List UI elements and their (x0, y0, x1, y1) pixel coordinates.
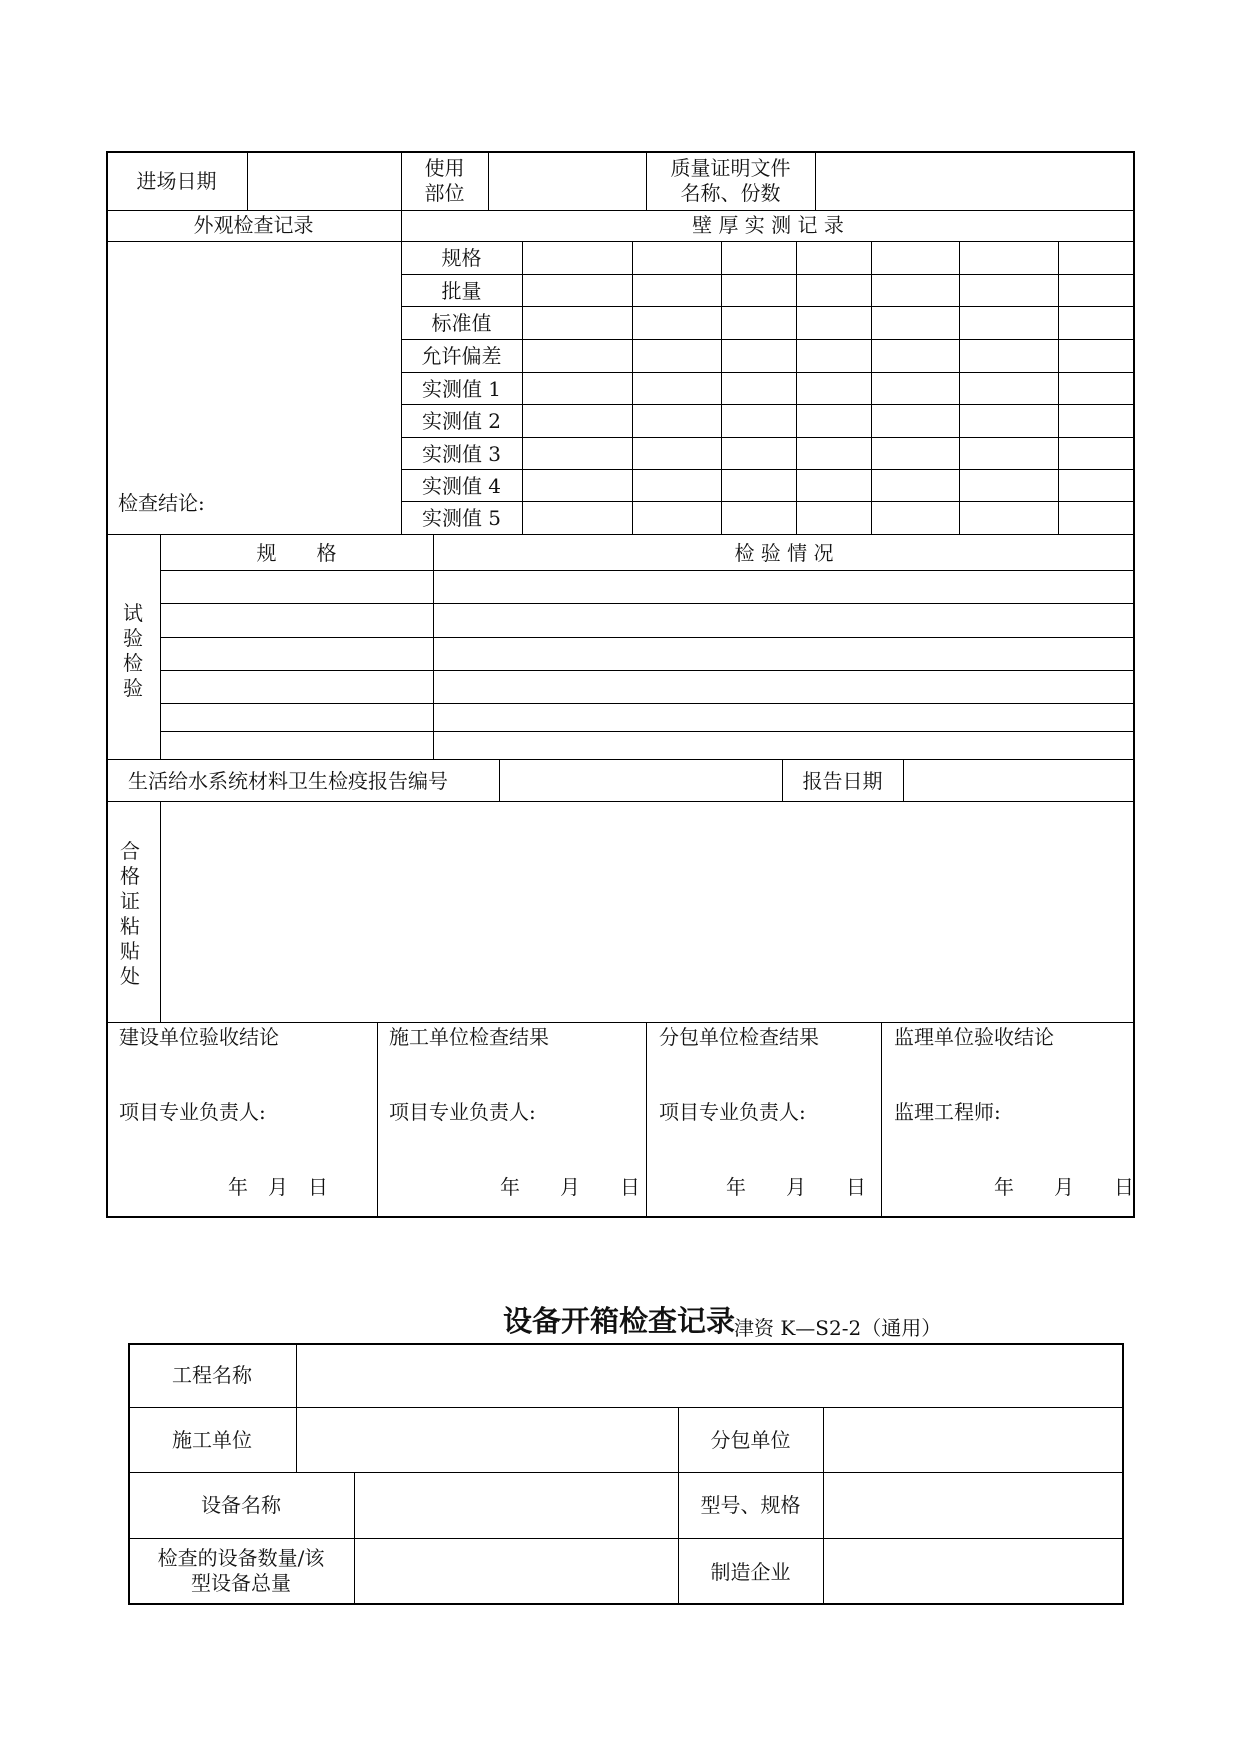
model-spec-field[interactable] (824, 1473, 1122, 1537)
construction-unit-label: 施工单位 (172, 1428, 252, 1452)
supervisor-date: 年 月 日 (994, 1175, 1134, 1199)
subcontractor-date: 年 月 日 (726, 1175, 866, 1199)
project-name-field[interactable] (297, 1344, 1122, 1406)
wall-row-measured-3: 实测值 3 (421, 442, 502, 466)
use-location-label: 使用 部位 (424, 156, 465, 205)
inspected-qty-field[interactable] (355, 1539, 677, 1603)
manufacturer-field[interactable] (824, 1539, 1122, 1603)
wall-row-batch: 批量 (441, 279, 482, 303)
entry-date-field[interactable] (248, 152, 400, 209)
subcontractor-person: 项目专业负责人: (659, 1100, 806, 1124)
manufacturer-label: 制造企业 (710, 1560, 791, 1584)
spec-header: 规 格 (256, 541, 337, 565)
certificate-paste-area[interactable] (161, 802, 1133, 1021)
equipment-unpacking-title: 设备开箱检查记录 (503, 1304, 736, 1338)
use-location-field[interactable] (489, 152, 645, 209)
inspection-header: 检 验 情 况 (734, 541, 834, 565)
construction-owner-person: 项目专业负责人: (119, 1100, 266, 1124)
entry-date-label: 进场日期 (136, 169, 217, 193)
contractor-date: 年 月 日 (500, 1175, 640, 1199)
wall-row-measured-4: 实测值 4 (421, 474, 502, 498)
supervisor-title: 监理单位验收结论 (894, 1025, 1054, 1049)
test-label: 试验检验 (123, 601, 143, 700)
material-inspection-form (106, 151, 1135, 1218)
certificate-label: 合格证粘贴处 (120, 839, 140, 988)
hygiene-report-label: 生活给水系统材料卫生检疫报告编号 (128, 769, 448, 793)
contractor-person: 项目专业负责人: (389, 1100, 536, 1124)
equipment-name-field[interactable] (355, 1473, 677, 1537)
form-code: 津资 K—S2-2（通用） (734, 1316, 942, 1340)
report-date-label: 报告日期 (802, 769, 883, 793)
construction-owner-date: 年 月 日 (228, 1175, 328, 1199)
wall-row-tolerance: 允许偏差 (421, 344, 502, 368)
report-date-field[interactable] (904, 760, 1133, 800)
quality-cert-field[interactable] (816, 152, 1133, 209)
construction-owner-title: 建设单位验收结论 (119, 1025, 279, 1049)
inspected-qty-label: 检查的设备数量/该 型设备总量 (157, 1546, 325, 1595)
quality-cert-label: 质量证明文件 名称、份数 (670, 156, 791, 205)
supervisor-person: 监理工程师: (894, 1100, 1001, 1124)
model-spec-label: 型号、规格 (700, 1493, 801, 1517)
wall-thickness-label: 壁 厚 实 测 记 录 (692, 213, 844, 237)
wall-row-measured-1: 实测值 1 (421, 377, 502, 401)
equipment-name-label: 设备名称 (201, 1493, 281, 1517)
wall-row-measured-5: 实测值 5 (421, 506, 502, 530)
wall-row-spec: 规格 (441, 246, 482, 270)
project-name-label: 工程名称 (172, 1363, 252, 1387)
appearance-label: 外观检查记录 (193, 213, 314, 237)
wall-row-measured-2: 实测值 2 (421, 409, 502, 433)
subcontract-unit-field[interactable] (824, 1408, 1122, 1471)
contractor-title: 施工单位检查结果 (389, 1025, 549, 1049)
subcontract-unit-label: 分包单位 (710, 1428, 791, 1452)
wall-row-standard: 标准值 (431, 311, 492, 335)
construction-unit-field[interactable] (297, 1408, 677, 1471)
conclusion-label: 检查结论: (118, 491, 205, 515)
hygiene-report-field[interactable] (500, 760, 781, 800)
subcontractor-title: 分包单位检查结果 (659, 1025, 819, 1049)
